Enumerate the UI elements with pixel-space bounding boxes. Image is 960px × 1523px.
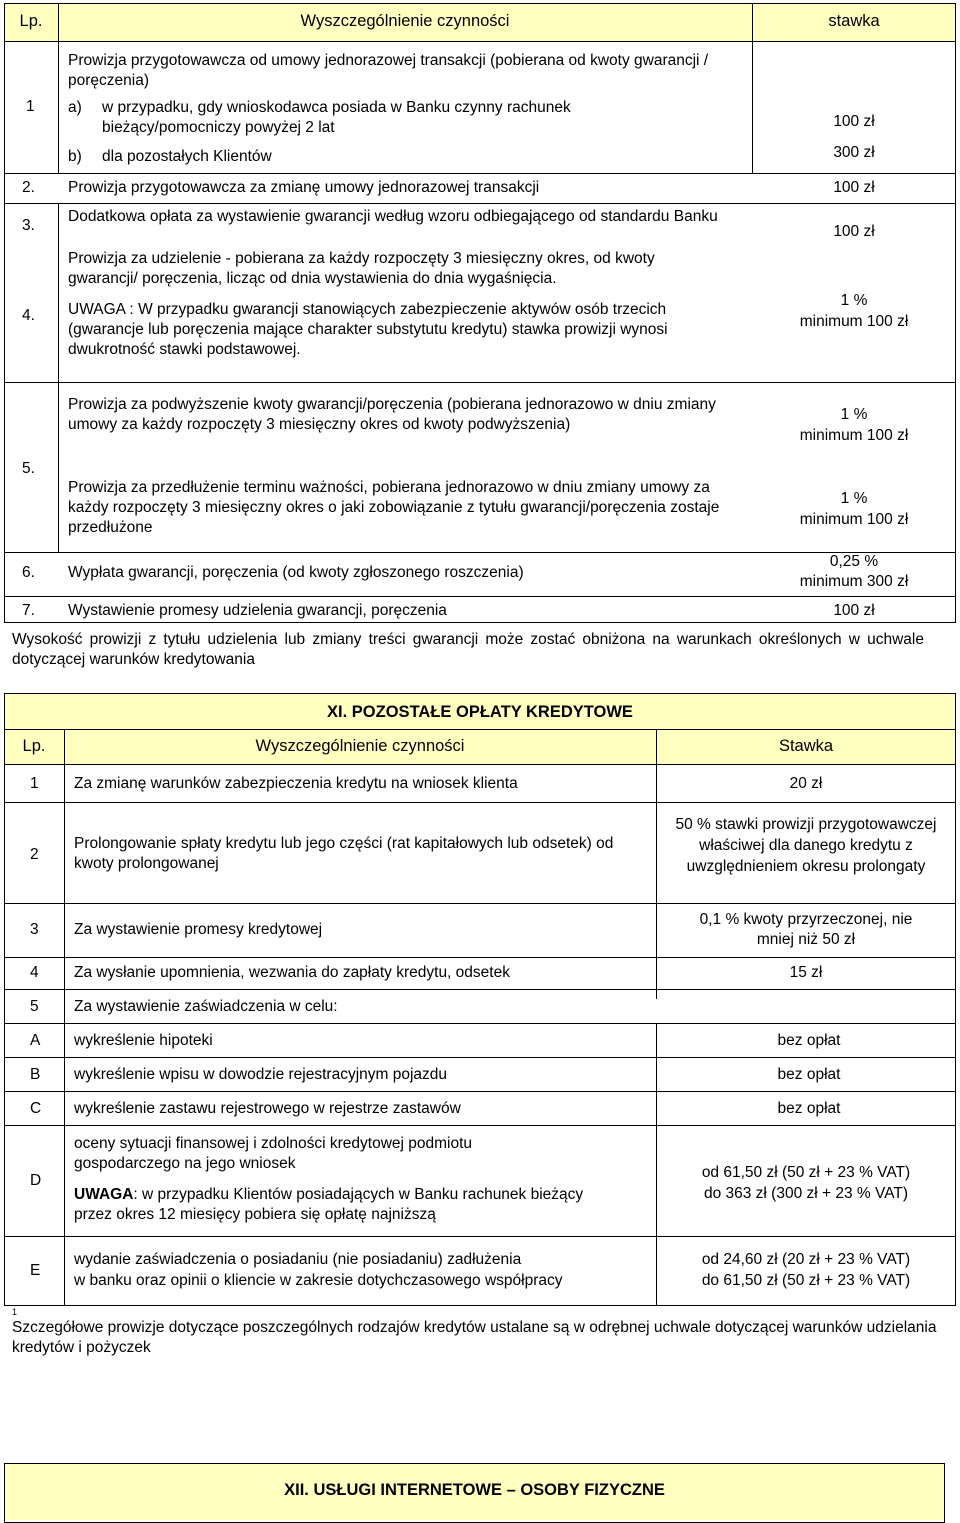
table1-col-line xyxy=(58,383,59,553)
table1-col-line xyxy=(58,203,59,383)
table2-header-line xyxy=(4,729,956,730)
table2-row-text: Za zmianę warunków zabezpieczenia kredytu na wniosek klienta xyxy=(74,775,518,792)
row1-intro: Prowizja przygotowawcza od umowy jednorazowej transakcji (pobierana od kwoty gwarancji / poręczenia) xyxy=(68,52,709,89)
table2-row-number: C xyxy=(30,1100,42,1117)
table2-row-number: 2 xyxy=(30,846,39,863)
row2-text: Prowizja przygotowawcza za zmianę umowy jednorazowej transakcji xyxy=(68,179,540,196)
row1-a-text: w przypadku, gdy wnioskodawca posiada w Banku czynny rachunek bieżący/pomocniczy powyżej 2 lat xyxy=(102,99,571,136)
row5-number: 5. xyxy=(22,460,35,477)
table2-row-line xyxy=(4,1057,956,1058)
table2-row-d-rate-from: od 61,50 zł (50 zł + 23 % VAT) xyxy=(701,1164,911,1181)
table2-row-text: wykreślenie wpisu w dowodzie rejestracyjnym pojazdu xyxy=(74,1066,448,1083)
table2-row-rate: bez opłat xyxy=(777,1032,841,1049)
row5-rate-b-min: minimum 100 zł xyxy=(799,511,909,528)
row1-number: 1 xyxy=(26,98,35,115)
table1-header-line xyxy=(4,41,956,42)
row5-text-a: Prowizja za podwyższenie kwoty gwarancji/poręczenia (pobierana jednorazowo w dniu zmiany umowy za każdy rozpoczęty 3 miesięczny okres od kwoty podwyższenia) xyxy=(68,396,716,433)
table1-header-desc: Wyszczególnienie czynności xyxy=(300,12,510,30)
row1-b-text: dla pozostałych Klientów xyxy=(102,148,272,165)
row1-a-label: a) xyxy=(68,99,82,116)
table2-row-d-note xyxy=(74,1185,624,1225)
table2-row-text: Za wystawienie promesy kredytowej xyxy=(74,921,323,938)
row1-b-label: b) xyxy=(68,148,82,165)
row4-note xyxy=(68,300,718,360)
table2-row-d-note-text: : w przypadku Klientów posiadających w Banku rachunek bieżący przez okres 12 miesięcy pobiera się opłatę najniższą xyxy=(74,1186,584,1223)
row2-number: 2. xyxy=(22,179,35,196)
table2-row-number: B xyxy=(30,1066,41,1083)
table2-col-line xyxy=(656,729,657,999)
table2-row-text: Za wysłanie upomnienia, wezwania do zapłaty kredytu, odsetek xyxy=(74,964,510,981)
row5-text-b: Prowizja za przedłużenie terminu ważności, pobierana jednorazowo w dniu zmiany umowy za każdy rozpoczęty 3 miesięczny okres o jaki zobowiązanie z tytułu gwarancji/poręczenia zostaje przedłużone xyxy=(68,479,720,536)
table1-row-line xyxy=(4,173,956,174)
row1-a-rate: 100 zł xyxy=(833,113,875,130)
table2-row-text: Za wystawienie zaświadczenia w celu: xyxy=(74,998,338,1015)
row4-note-text: W przypadku gwarancji stanowiących zabezpieczenie aktywów osób trzecich (gwarancje lub poręczenia mające charakter substytutu kredytu) stawka prowizji wynosi dwukrotność stawki podstawowej. xyxy=(68,301,668,358)
row5-rate-b-percent: 1 % xyxy=(840,490,868,507)
table2-row-rate: 15 zł xyxy=(789,964,823,981)
row6-number: 6. xyxy=(22,564,35,581)
table2-row-d-rate-to: do 363 zł (300 zł + 23 % VAT) xyxy=(703,1185,909,1202)
table2-row-rate: bez opłat xyxy=(777,1100,841,1117)
row7-rate: 100 zł xyxy=(833,602,875,619)
table2-row-rate: 20 zł xyxy=(789,775,823,792)
table1-col-line xyxy=(58,41,59,174)
table2-row-e-rate-to: do 61,50 zł (50 zł + 23 % VAT) xyxy=(701,1272,911,1289)
row7-number: 7. xyxy=(22,602,35,619)
table2-row-d-note-label: UWAGA xyxy=(74,1186,134,1203)
table2-row-text: wykreślenie hipoteki xyxy=(74,1032,213,1049)
table2-row-rate: 50 % stawki prowizji przygotowawczej właściwej dla danego kredytu z uwzględnieniem okresu prolongaty xyxy=(675,816,937,875)
row5-rate-a-min: minimum 100 zł xyxy=(799,427,909,444)
row4-rate-percent: 1 % xyxy=(840,292,868,309)
row6-rate-min: minimum 300 zł xyxy=(799,573,909,590)
row3-text: Dodatkowa opłata za wystawienie gwarancji według wzoru odbiegającego od standardu Banku xyxy=(68,208,718,225)
row4-text: Prowizja za udzielenie - pobierana za każdy rozpoczęty 3 miesięczny okres, od kwoty gwarancji/ poręczenia, licząc od dnia wystawienia do dnia wygaśnięcia. xyxy=(68,250,655,287)
table2-row-number: 5 xyxy=(30,998,39,1015)
table1-row-line xyxy=(4,203,956,204)
row3-rate: 100 zł xyxy=(833,223,875,240)
table2-row-line xyxy=(4,764,956,765)
footnote-mark: 1 xyxy=(12,1307,18,1317)
table2-row-text: Prolongowanie spłaty kredytu lub jego części (rat kapitałowych lub odsetek) od kwoty prolongowanej xyxy=(74,835,614,872)
table1-footer-note: Wysokość prowizji z tytułu udzielenia lub zmiany treści gwarancji może zostać obniżona na warunkach określonych w uchwale dotyczącej warunków kredytowania xyxy=(12,631,924,668)
row2-rate: 100 zł xyxy=(833,179,875,196)
table2-row-line xyxy=(4,957,956,958)
table2-row-number: 3 xyxy=(30,921,39,938)
row6-text: Wypłata gwarancji, poręczenia (od kwoty zgłoszonego roszczenia) xyxy=(68,564,524,581)
table2-row-number: 4 xyxy=(30,964,39,981)
table2-title: XI. POZOSTAŁE OPŁATY KREDYTOWE xyxy=(327,703,633,721)
table2-header-lp: Lp. xyxy=(22,737,46,755)
table1-row-line xyxy=(4,596,956,597)
row5-rate-a-percent: 1 % xyxy=(840,406,868,423)
table1-header-rate: stawka xyxy=(828,12,880,30)
table2-row-number: A xyxy=(30,1032,41,1049)
table2-row-number: 1 xyxy=(30,775,39,792)
table2-row-e-text-line1: wydanie zaświadczenia o posiadaniu (nie posiadaniu) zadłużenia xyxy=(74,1251,522,1268)
table2-row-rate: bez opłat xyxy=(777,1066,841,1083)
table2-header-rate: Stawka xyxy=(778,737,834,755)
table2-row-d-number: D xyxy=(30,1172,42,1189)
row7-text: Wystawienie promesy udzielenia gwarancji, poręczenia xyxy=(68,602,447,619)
table2-row-line xyxy=(4,903,956,904)
table2-row-d-text: oceny sytuacji finansowej i zdolności kredytowej podmiotu gospodarczego na jego wniosek xyxy=(74,1135,473,1172)
row6-rate-percent: 0,25 % xyxy=(829,553,879,570)
table2-row-e-number: E xyxy=(30,1262,41,1279)
table2-row-line xyxy=(4,989,956,990)
table2-row-line xyxy=(4,1236,956,1237)
table1-header-lp: Lp. xyxy=(19,12,43,30)
table2-row-e-text-line2: w banku oraz opinii o kliencie w zakresie dotychczasowego współpracy xyxy=(74,1272,563,1289)
table2-header-desc: Wyszczególnienie czynności xyxy=(255,737,465,755)
table2-row-e-rate-from: od 24,60 zł (20 zł + 23 % VAT) xyxy=(701,1251,911,1268)
table2-col-line xyxy=(64,729,65,1306)
section3-title: XII. USŁUGI INTERNETOWE – OSOBY FIZYCZNE xyxy=(284,1481,665,1499)
row4-number: 4. xyxy=(22,307,35,324)
table2-row-line xyxy=(4,1125,956,1126)
row4-rate-min: minimum 100 zł xyxy=(799,313,909,330)
row1-b-rate: 300 zł xyxy=(833,144,875,161)
table2-row-rate: 0,1 % kwoty przyrzeczonej, nie mniej niż 50 zł xyxy=(699,911,913,948)
table2-row-line xyxy=(4,802,956,803)
table2-row-line xyxy=(4,1091,956,1092)
row3-number: 3. xyxy=(22,217,35,234)
table2-row-text: wykreślenie zastawu rejestrowego w rejestrze zastawów xyxy=(74,1100,461,1117)
footnote-text: Szczegółowe prowizje dotyczące poszczególnych rodzajów kredytów ustalane są w odrębnej uchwale dotyczącej warunków udzielania kredytów i pożyczek xyxy=(12,1319,937,1356)
row4-note-label: UWAGA : xyxy=(68,301,134,318)
table2-row-line xyxy=(4,1023,956,1024)
